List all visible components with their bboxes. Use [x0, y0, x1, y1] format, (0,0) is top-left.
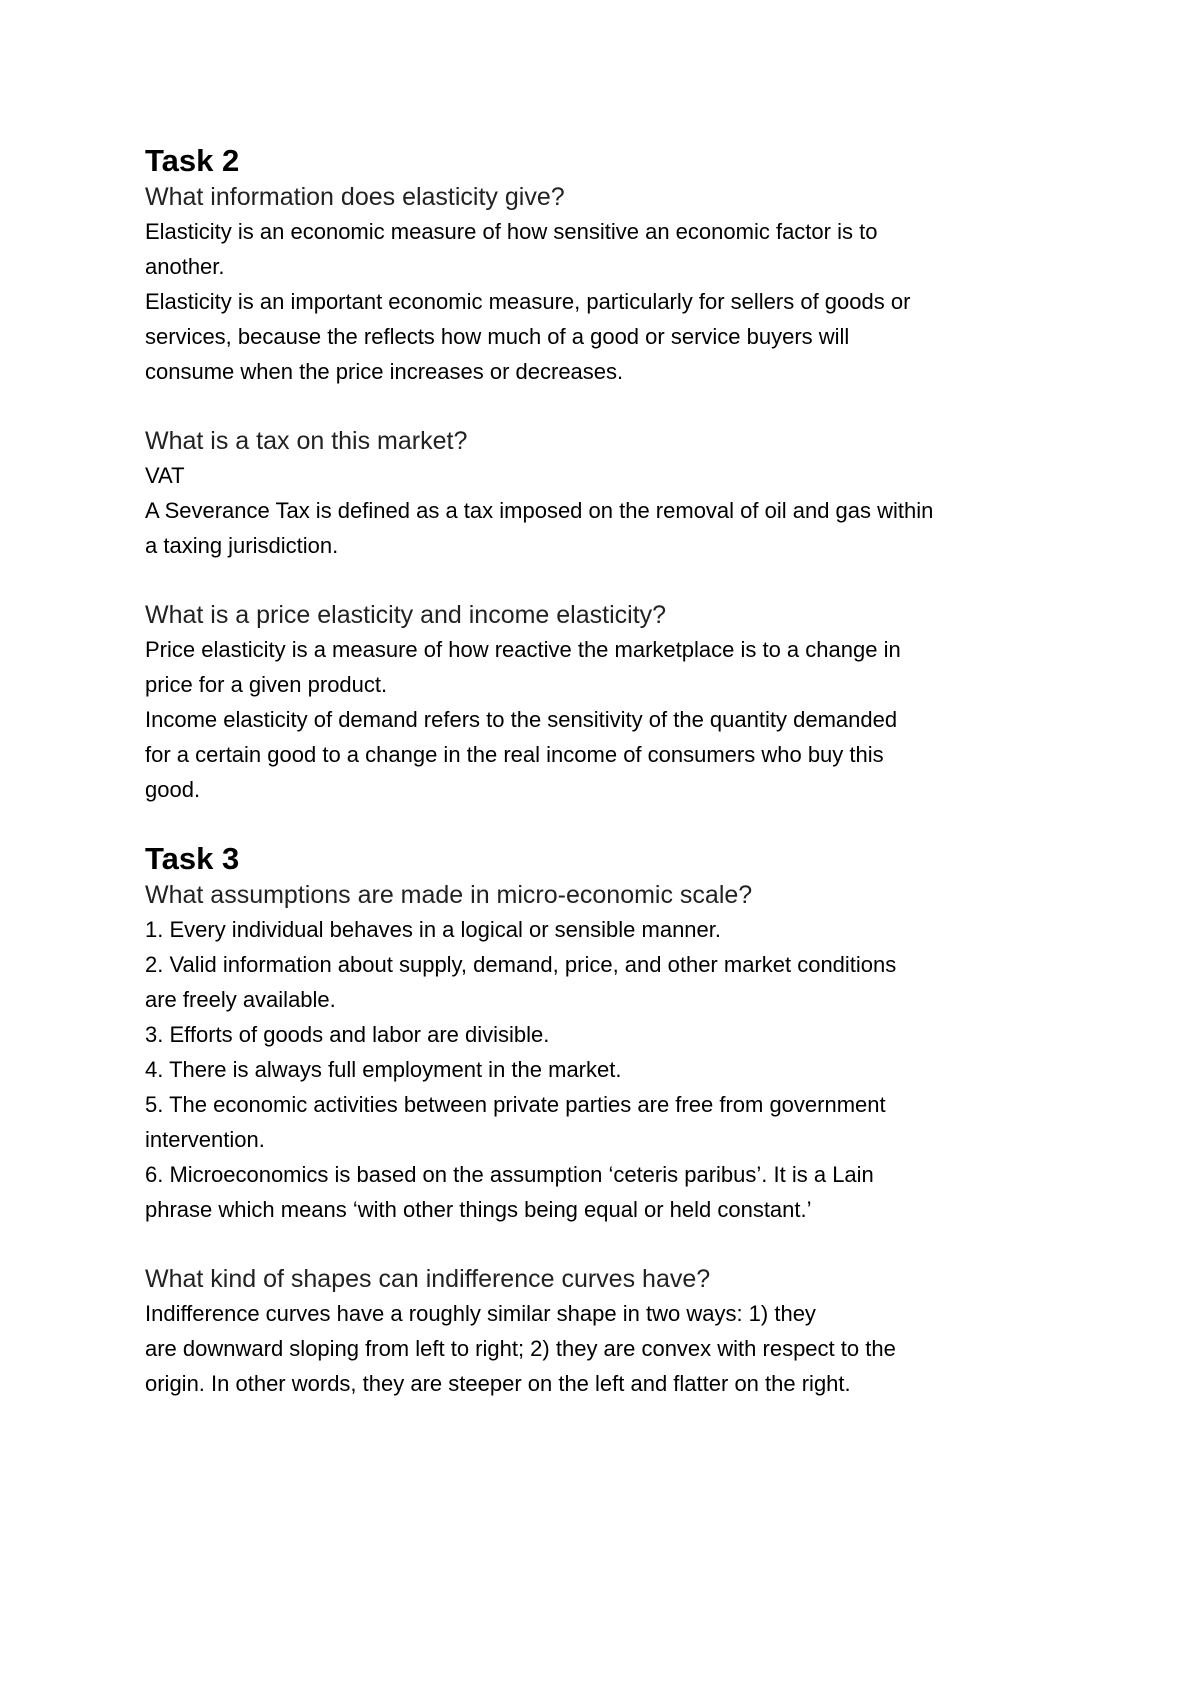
answer-line: Elasticity is an economic measure of how sensitive an economic factor is to [145, 219, 878, 244]
task-3-heading: Task 3 [145, 841, 240, 876]
answer-line: are freely available. [145, 987, 336, 1012]
section-micro-assumptions [145, 878, 1075, 1227]
answer-line: consume when the price increases or decreases. [145, 359, 624, 384]
task-2-heading: Task 2 [145, 143, 240, 178]
question-heading: What is a price elasticity and income elasticity? [145, 601, 667, 629]
answer-line: 5. The economic activities between private parties are free from government [145, 1092, 886, 1117]
answer-line: a taxing jurisdiction. [145, 533, 339, 558]
answer-line: VAT [145, 463, 185, 488]
question-heading: What information does elasticity give? [145, 183, 565, 211]
section-price-income-elasticity [145, 598, 1075, 807]
answer-line: origin. In other words, they are steeper on the left and flatter on the right. [145, 1371, 851, 1396]
answer-line: services, because the reflects how much of a good or service buyers will [145, 324, 850, 349]
answer-line: 6. Microeconomics is based on the assumption ‘ceteris paribus’. It is a Lain [145, 1162, 874, 1187]
answer-line: another. [145, 254, 225, 279]
answer-line: intervention. [145, 1127, 265, 1152]
answer-line: A Severance Tax is defined as a tax imposed on the removal of oil and gas within [145, 498, 934, 523]
answer-line: phrase which means ‘with other things being equal or held constant.’ [145, 1197, 812, 1222]
answer-line: Income elasticity of demand refers to the sensitivity of the quantity demanded [145, 707, 898, 732]
answer-line: for a certain good to a change in the real income of consumers who buy this [145, 742, 884, 767]
section-market-tax [145, 424, 1075, 563]
answer-line: Elasticity is an important economic measure, particularly for sellers of goods or [145, 289, 911, 314]
answer-line: 2. Valid information about supply, demand, price, and other market conditions [145, 952, 897, 977]
answer-line: 4. There is always full employment in the market. [145, 1057, 622, 1082]
answer-line: good. [145, 777, 201, 802]
section-indifference-curves [145, 1262, 1075, 1401]
answer-line: 1. Every individual behaves in a logical or sensible manner. [145, 917, 721, 942]
answer-line: price for a given product. [145, 672, 388, 697]
answer-line: Price elasticity is a measure of how reactive the marketplace is to a change in [145, 637, 901, 662]
question-heading: What kind of shapes can indifference curves have? [145, 1265, 711, 1293]
answer-line: 3. Efforts of goods and labor are divisible. [145, 1022, 550, 1047]
document-page [145, 142, 1075, 1401]
answer-line: Indifference curves have a roughly similar shape in two ways: 1) they [145, 1301, 816, 1326]
question-heading: What is a tax on this market? [145, 427, 468, 455]
answer-line: are downward sloping from left to right; 2) they are convex with respect to the [145, 1336, 896, 1361]
section-elasticity-info [145, 180, 1075, 389]
question-heading: What assumptions are made in micro-economic scale? [145, 881, 753, 909]
